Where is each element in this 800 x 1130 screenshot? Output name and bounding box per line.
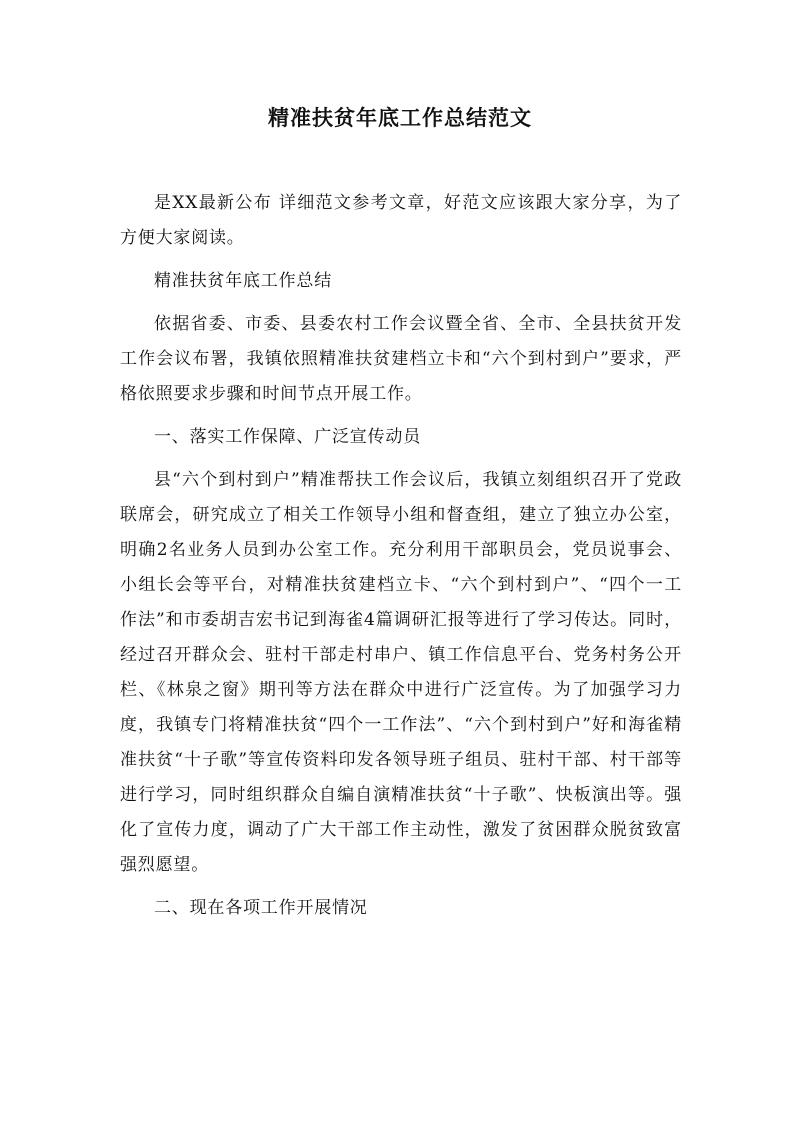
document-body (120, 186, 682, 926)
section-heading-summary: 精准扶贫年底工作总结 (154, 271, 332, 291)
document-title: 精准扶贫年底工作总结范文 (268, 105, 532, 130)
basis-paragraph: 依据省委、市委、县委农村工作会议暨全省、全市、全县扶贫开发工作会议布署，我镇依照精准扶贫建档立卡和“六个到村到户”要求，严格依照要求步骤和时间节点开展工作。 (120, 314, 682, 404)
section-heading-2: 二、现在各项工作开展情况 (154, 898, 368, 918)
section-1-paragraph: 县“六个到村到户”精准帮扶工作会议后，我镇立刻组织召开了党政联席会，研究成立了相关工作领导小组和督查组，建立了独立办公室，明确2名业务人员到办公室工作。充分利用干部职员会，党员说事会、小组长会等平台，对精准扶贫建档立卡、“六个到村到户”、“四个一工作法”和市委胡吉宏书记到海雀4篇调研汇报等进行了学习传达。同时，经过召开群众会、驻村干部走村串户、镇工作信息平台、党务村务公开栏、《林泉之窗》期刊等方法在群众中进行广泛宣传。为了加强学习力度，我镇专门将精准扶贫“四个一工作法”、“六个到村到户”好和海雀精准扶贫“十子歌”等宣传资料印发各领导班子组员、驻村干部、村干部等进行学习，同时组织群众自编自演精准扶贫“十子歌”、快板演出等。强化了宣传力度，调动了广大干部工作主动性，激发了贫困群众脱贫致富强烈愿望。 (120, 470, 682, 875)
section-heading-1: 一、落实工作保障、广泛宣传动员 (154, 427, 421, 447)
intro-paragraph: 是XX最新公布 详细范文参考文章，好范文应该跟大家分享，为了方便大家阅读。 (120, 193, 682, 248)
